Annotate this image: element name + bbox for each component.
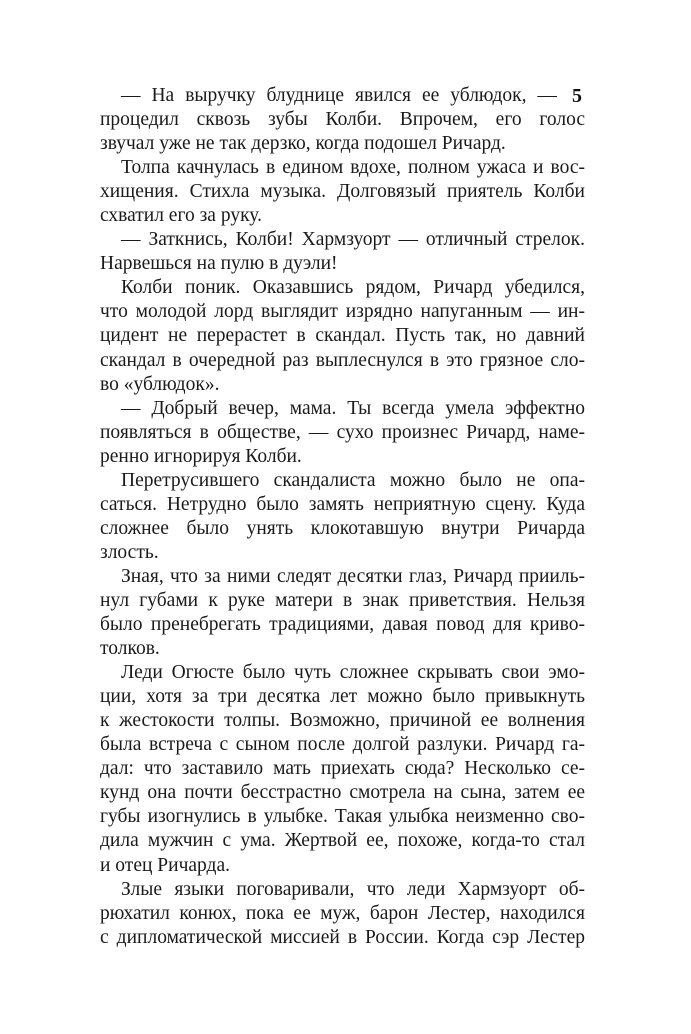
text-line: Толпа качнулась в едином вдохе, полном ужаса и вос- — [121, 157, 585, 179]
text-line: было пренебрегать традициями, давая повод для криво- — [100, 614, 585, 636]
text-line: была встреча с сыном после долгой разлуки. Ричард га- — [100, 734, 585, 756]
text-line: процедил сквозь зубы Колби. Впрочем, его голос — [100, 109, 585, 131]
text-line: — Добрый вечер, мама. Ты всегда умела эффектно — [121, 397, 585, 419]
text-line: Злые языки поговаривали, что леди Хармзуорт об- — [121, 878, 585, 900]
text-line: с дипломатической миссией в России. Когда сэр Лестер — [100, 926, 585, 948]
text-line: появляться в обществе, — сухо произнес Ричард, наме- — [100, 421, 585, 443]
text-line: хищения. Стихла музыка. Долговязый приятель Колби — [100, 181, 585, 203]
text-line: злость. — [100, 541, 159, 563]
text-line: дила мужчин с ума. Жертвой ее, похоже, когда-то стал — [100, 830, 585, 852]
text-line: дал: что заставило мать приехать сюда? Несколько се- — [100, 758, 585, 780]
book-page-text — [100, 84, 585, 950]
text-line: схватил его за руку. — [100, 205, 262, 227]
text-line: Леди Огюсте было чуть сложнее скрывать свои эмо- — [121, 662, 585, 684]
text-line: сложнее было унять клокотавшую внутри Ричарда — [100, 517, 585, 539]
text-line: губы изогнулись в улыбке. Такая улыбка неизменно сво- — [100, 806, 585, 828]
text-line: кунд она почти бесстрастно смотрела на сына, затем ее — [100, 782, 585, 804]
text-line: цидент не перерастет в скандал. Пусть так, но давний — [100, 325, 585, 347]
paragraph — [100, 565, 585, 661]
text-line: ции, хотя за три десятка лет можно было привыкнуть — [100, 686, 585, 708]
paragraph — [100, 276, 585, 396]
text-line: Колби поник. Оказавшись рядом, Ричард убедился, — [121, 277, 585, 299]
text-line: рюхатил конюх, пока ее муж, барон Лестер, находился — [100, 902, 585, 924]
text-line: саться. Нетрудно было замять неприятную сцену. Куда — [100, 493, 585, 515]
page-number: 5 — [572, 85, 582, 107]
paragraph — [100, 469, 585, 565]
paragraph — [100, 156, 585, 228]
text-line: к жестокости толпы. Возможно, причиной ее волнения — [100, 710, 585, 732]
text-line: Перетрусившего скандалиста можно было не опа- — [121, 469, 585, 491]
text-line: — Заткнись, Колби! Хармзуорт — отличный стрелок. — [121, 229, 585, 251]
paragraph — [100, 661, 585, 877]
text-line: ренно игнорируя Колби. — [100, 445, 302, 467]
paragraph — [100, 84, 585, 156]
text-line: во «ублюдок». — [100, 373, 220, 395]
paragraph — [100, 228, 585, 276]
text-line: звучал уже не так дерзко, когда подошел Ричард. — [100, 133, 506, 155]
text-line: толков. — [100, 638, 160, 660]
text-line: что молодой лорд выглядит изрядно напуганным — ин- — [100, 301, 585, 323]
paragraph — [100, 878, 585, 950]
text-line: скандал в очередной раз выплеснулся в это грязное сло- — [100, 349, 585, 371]
text-line: Нарвешься на пулю в дуэли! — [100, 253, 338, 275]
text-line: и отец Ричарда. — [100, 854, 230, 876]
paragraph — [100, 397, 585, 469]
text-line: — На выручку блуднице явился ее ублюдок, — — [121, 85, 557, 106]
text-line: нул губами к руке матери в знак приветствия. Нельзя — [100, 589, 585, 611]
text-line: Зная, что за ними следят десятки глаз, Ричард прииль- — [121, 565, 585, 587]
